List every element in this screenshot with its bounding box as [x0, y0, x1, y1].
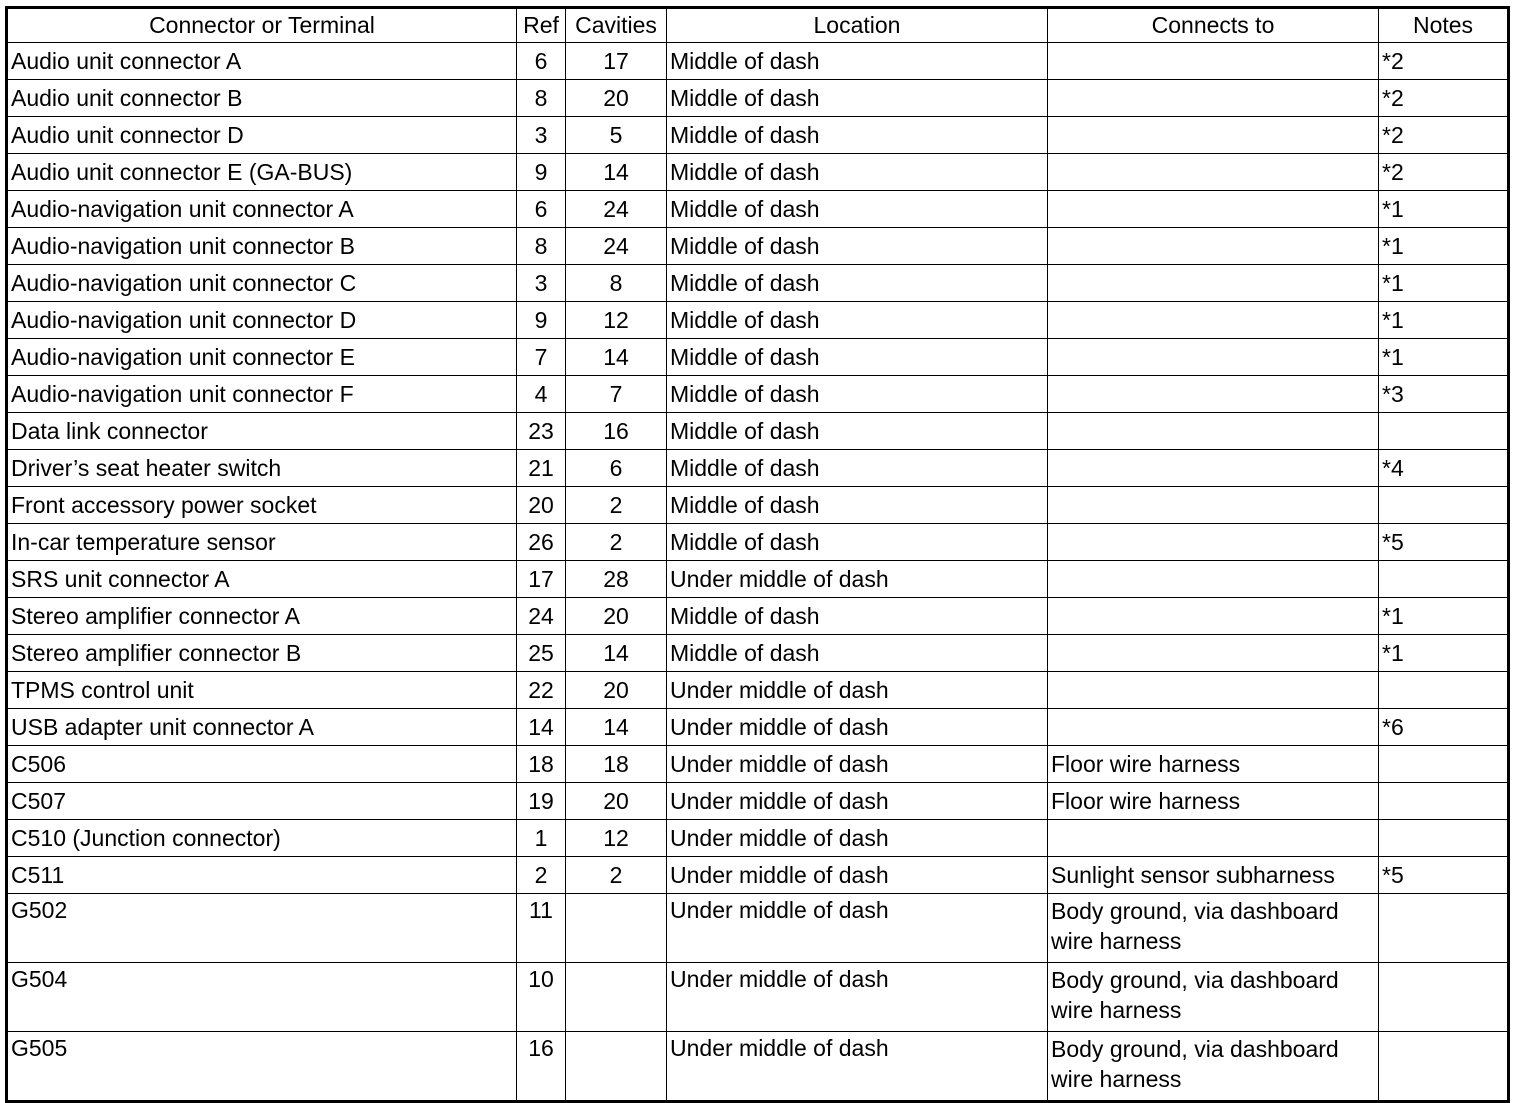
cell-ref: 25	[517, 635, 566, 672]
cell-location: Under middle of dash	[667, 894, 1048, 963]
table-row	[7, 894, 1509, 963]
table-row	[7, 561, 1509, 598]
cell-notes: *1	[1379, 635, 1509, 672]
header-connects-to: Connects to	[1048, 8, 1379, 43]
cell-cavities: 20	[566, 598, 667, 635]
cell-ref: 22	[517, 672, 566, 709]
cell-notes: *1	[1379, 265, 1509, 302]
cell-ref: 3	[517, 117, 566, 154]
cell-ref: 11	[517, 894, 566, 963]
table-row	[7, 154, 1509, 191]
cell-location: Middle of dash	[667, 117, 1048, 154]
cell-notes	[1379, 746, 1509, 783]
cell-cavities: 24	[566, 228, 667, 265]
cell-location: Middle of dash	[667, 265, 1048, 302]
cell-connector: Audio-navigation unit connector D	[7, 302, 517, 339]
table-row	[7, 228, 1509, 265]
cell-connector: G504	[7, 963, 517, 1032]
cell-location: Under middle of dash	[667, 820, 1048, 857]
header-connector: Connector or Terminal	[7, 8, 517, 43]
cell-cavities	[566, 963, 667, 1032]
cell-connector: G502	[7, 894, 517, 963]
table-row	[7, 302, 1509, 339]
cell-connector: Audio unit connector A	[7, 43, 517, 80]
cell-connects-to	[1048, 80, 1379, 117]
cell-location: Middle of dash	[667, 376, 1048, 413]
cell-notes: *6	[1379, 709, 1509, 746]
table-row	[7, 43, 1509, 80]
cell-location: Under middle of dash	[667, 857, 1048, 894]
cell-cavities: 14	[566, 154, 667, 191]
cell-connects-to	[1048, 450, 1379, 487]
cell-location: Middle of dash	[667, 413, 1048, 450]
cell-notes: *1	[1379, 191, 1509, 228]
cell-ref: 21	[517, 450, 566, 487]
cell-location: Middle of dash	[667, 339, 1048, 376]
cell-connects-to	[1048, 524, 1379, 561]
cell-notes	[1379, 487, 1509, 524]
table-row	[7, 265, 1509, 302]
cell-connects-to	[1048, 561, 1379, 598]
cell-cavities: 20	[566, 672, 667, 709]
table-row	[7, 963, 1509, 1032]
cell-notes	[1379, 672, 1509, 709]
cell-location: Middle of dash	[667, 80, 1048, 117]
cell-ref: 16	[517, 1032, 566, 1102]
cell-cavities: 24	[566, 191, 667, 228]
cell-ref: 4	[517, 376, 566, 413]
table-row	[7, 1032, 1509, 1102]
cell-connects-to	[1048, 228, 1379, 265]
cell-connects-to: Body ground, via dashboard wire harness	[1048, 963, 1379, 1032]
cell-location: Under middle of dash	[667, 709, 1048, 746]
cell-location: Under middle of dash	[667, 1032, 1048, 1102]
cell-connects-to	[1048, 598, 1379, 635]
cell-notes	[1379, 783, 1509, 820]
header-row	[7, 8, 1509, 43]
cell-connector: Data link connector	[7, 413, 517, 450]
cell-cavities: 14	[566, 635, 667, 672]
cell-location: Under middle of dash	[667, 746, 1048, 783]
table-row	[7, 524, 1509, 561]
cell-ref: 8	[517, 80, 566, 117]
cell-location: Middle of dash	[667, 635, 1048, 672]
header-notes: Notes	[1379, 8, 1509, 43]
cell-ref: 23	[517, 413, 566, 450]
cell-cavities	[566, 1032, 667, 1102]
cell-connects-to	[1048, 154, 1379, 191]
cell-connects-to	[1048, 376, 1379, 413]
cell-ref: 10	[517, 963, 566, 1032]
cell-ref: 20	[517, 487, 566, 524]
table-row	[7, 746, 1509, 783]
cell-cavities: 2	[566, 857, 667, 894]
table-body	[7, 43, 1509, 1102]
cell-notes	[1379, 561, 1509, 598]
table-row	[7, 820, 1509, 857]
cell-cavities: 2	[566, 487, 667, 524]
cell-ref: 6	[517, 43, 566, 80]
cell-location: Middle of dash	[667, 487, 1048, 524]
cell-connector: C506	[7, 746, 517, 783]
table-row	[7, 413, 1509, 450]
cell-connector: TPMS control unit	[7, 672, 517, 709]
cell-notes: *2	[1379, 43, 1509, 80]
cell-connector: C507	[7, 783, 517, 820]
cell-connector: Audio unit connector E (GA-BUS)	[7, 154, 517, 191]
table-row	[7, 487, 1509, 524]
cell-notes: *1	[1379, 598, 1509, 635]
cell-notes: *2	[1379, 80, 1509, 117]
cell-notes: *3	[1379, 376, 1509, 413]
table-row	[7, 80, 1509, 117]
cell-connects-to	[1048, 265, 1379, 302]
cell-connects-to: Body ground, via dashboard wire harness	[1048, 1032, 1379, 1102]
cell-location: Under middle of dash	[667, 672, 1048, 709]
table-row	[7, 709, 1509, 746]
table-row	[7, 339, 1509, 376]
cell-notes: *1	[1379, 228, 1509, 265]
cell-ref: 2	[517, 857, 566, 894]
cell-cavities: 14	[566, 709, 667, 746]
cell-cavities: 20	[566, 783, 667, 820]
table-row	[7, 191, 1509, 228]
cell-location: Middle of dash	[667, 154, 1048, 191]
table-row	[7, 450, 1509, 487]
cell-ref: 8	[517, 228, 566, 265]
cell-connects-to: Sunlight sensor subharness	[1048, 857, 1379, 894]
cell-connects-to	[1048, 635, 1379, 672]
cell-notes	[1379, 413, 1509, 450]
cell-cavities: 12	[566, 302, 667, 339]
cell-location: Middle of dash	[667, 524, 1048, 561]
cell-connects-to	[1048, 191, 1379, 228]
table-row	[7, 783, 1509, 820]
cell-notes: *5	[1379, 857, 1509, 894]
cell-connects-to: Floor wire harness	[1048, 783, 1379, 820]
cell-ref: 17	[517, 561, 566, 598]
connector-table-container	[5, 6, 1510, 1103]
cell-location: Under middle of dash	[667, 561, 1048, 598]
cell-connector: Audio-navigation unit connector C	[7, 265, 517, 302]
cell-location: Middle of dash	[667, 598, 1048, 635]
cell-connector: Audio unit connector B	[7, 80, 517, 117]
cell-cavities: 6	[566, 450, 667, 487]
cell-notes: *1	[1379, 302, 1509, 339]
connector-table	[5, 6, 1510, 1103]
header-cavities: Cavities	[566, 8, 667, 43]
cell-connects-to	[1048, 339, 1379, 376]
cell-location: Under middle of dash	[667, 963, 1048, 1032]
cell-cavities: 5	[566, 117, 667, 154]
cell-cavities	[566, 894, 667, 963]
cell-connects-to	[1048, 709, 1379, 746]
cell-connector: Audio unit connector D	[7, 117, 517, 154]
cell-cavities: 20	[566, 80, 667, 117]
cell-ref: 9	[517, 154, 566, 191]
cell-notes: *2	[1379, 154, 1509, 191]
cell-ref: 24	[517, 598, 566, 635]
cell-connector: C511	[7, 857, 517, 894]
cell-location: Middle of dash	[667, 302, 1048, 339]
cell-connector: Audio-navigation unit connector A	[7, 191, 517, 228]
cell-connector: Stereo amplifier connector A	[7, 598, 517, 635]
cell-ref: 19	[517, 783, 566, 820]
cell-cavities: 16	[566, 413, 667, 450]
cell-ref: 14	[517, 709, 566, 746]
cell-cavities: 8	[566, 265, 667, 302]
cell-connects-to	[1048, 117, 1379, 154]
cell-connects-to	[1048, 487, 1379, 524]
cell-ref: 26	[517, 524, 566, 561]
cell-ref: 18	[517, 746, 566, 783]
cell-cavities: 14	[566, 339, 667, 376]
cell-ref: 3	[517, 265, 566, 302]
cell-connector: Front accessory power socket	[7, 487, 517, 524]
table-row	[7, 598, 1509, 635]
cell-connector: C510 (Junction connector)	[7, 820, 517, 857]
cell-location: Middle of dash	[667, 450, 1048, 487]
cell-connector: Audio-navigation unit connector E	[7, 339, 517, 376]
cell-ref: 7	[517, 339, 566, 376]
cell-cavities: 18	[566, 746, 667, 783]
header-ref: Ref	[517, 8, 566, 43]
cell-connects-to	[1048, 43, 1379, 80]
cell-ref: 6	[517, 191, 566, 228]
table-row	[7, 672, 1509, 709]
cell-notes: *2	[1379, 117, 1509, 154]
cell-connects-to	[1048, 672, 1379, 709]
cell-connector: In-car temperature sensor	[7, 524, 517, 561]
cell-connector: USB adapter unit connector A	[7, 709, 517, 746]
cell-notes: *1	[1379, 339, 1509, 376]
cell-connects-to: Floor wire harness	[1048, 746, 1379, 783]
table-row	[7, 857, 1509, 894]
cell-connects-to	[1048, 302, 1379, 339]
table-row	[7, 117, 1509, 154]
header-location: Location	[667, 8, 1048, 43]
cell-notes: *4	[1379, 450, 1509, 487]
cell-cavities: 2	[566, 524, 667, 561]
cell-connector: G505	[7, 1032, 517, 1102]
cell-cavities: 17	[566, 43, 667, 80]
cell-notes	[1379, 1032, 1509, 1102]
cell-cavities: 7	[566, 376, 667, 413]
cell-connector: Stereo amplifier connector B	[7, 635, 517, 672]
cell-location: Middle of dash	[667, 191, 1048, 228]
cell-connects-to	[1048, 413, 1379, 450]
cell-location: Under middle of dash	[667, 783, 1048, 820]
cell-connects-to: Body ground, via dashboard wire harness	[1048, 894, 1379, 963]
cell-connector: Audio-navigation unit connector B	[7, 228, 517, 265]
cell-location: Middle of dash	[667, 43, 1048, 80]
cell-notes	[1379, 820, 1509, 857]
cell-notes: *5	[1379, 524, 1509, 561]
table-row	[7, 376, 1509, 413]
cell-cavities: 12	[566, 820, 667, 857]
cell-location: Middle of dash	[667, 228, 1048, 265]
cell-ref: 1	[517, 820, 566, 857]
cell-ref: 9	[517, 302, 566, 339]
cell-connector: Audio-navigation unit connector F	[7, 376, 517, 413]
cell-notes	[1379, 963, 1509, 1032]
cell-connects-to	[1048, 820, 1379, 857]
table-row	[7, 635, 1509, 672]
cell-notes	[1379, 894, 1509, 963]
cell-connector: Driver’s seat heater switch	[7, 450, 517, 487]
cell-connector: SRS unit connector A	[7, 561, 517, 598]
cell-cavities: 28	[566, 561, 667, 598]
